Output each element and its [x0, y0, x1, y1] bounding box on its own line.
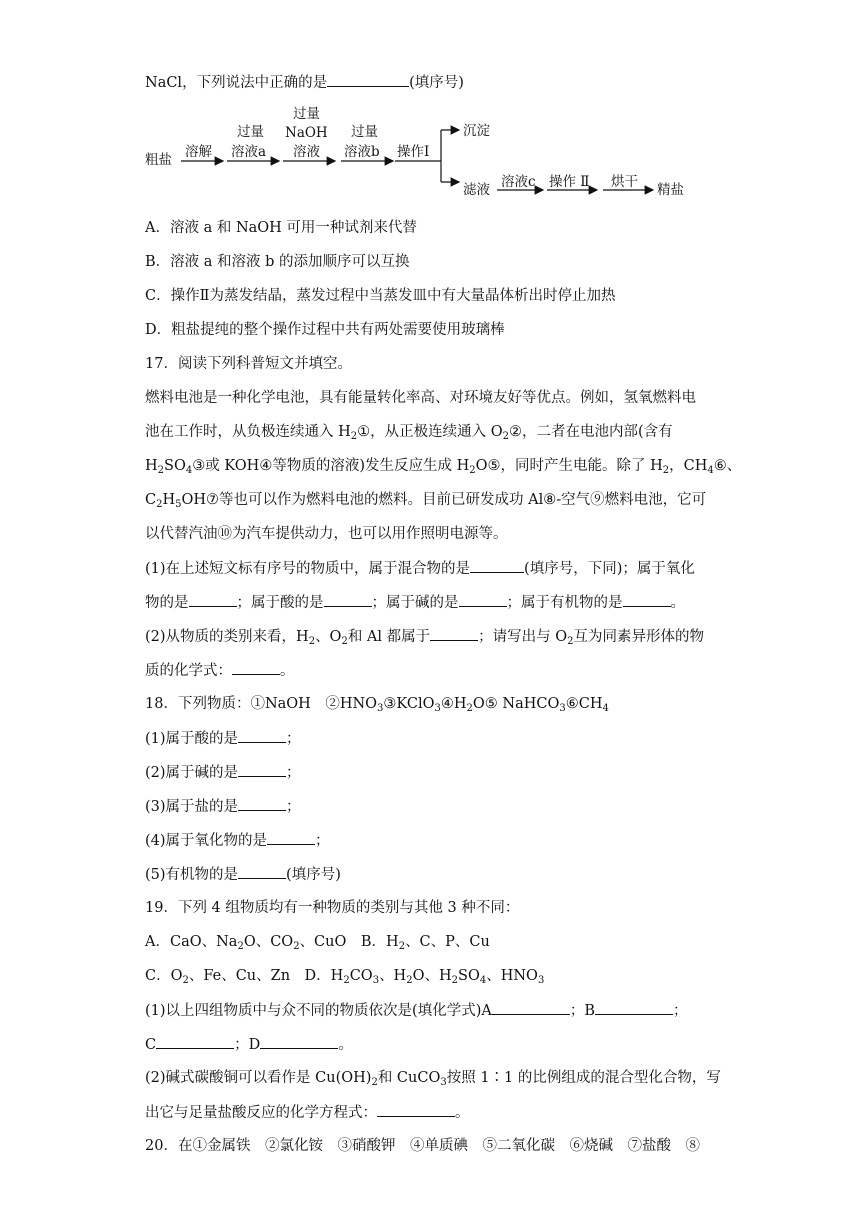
q17-sub1-cont: 物的是 ；属于酸的是 ；属于碱的是 ；属于有机物的是 。: [145, 592, 685, 613]
q16-option-d: D．粗盐提纯的整个操作过程中共有两处需要使用玻璃棒: [145, 322, 505, 338]
answer-blank[interactable]: [324, 592, 372, 607]
answer-blank[interactable]: [238, 796, 286, 811]
flow-step3-top: 过量: [293, 106, 320, 122]
answer-blank[interactable]: [189, 592, 237, 607]
q16-option-b: B．溶液 a 和溶液 b 的添加顺序可以互换: [145, 254, 410, 270]
q19-sub2-cont: 出它与足量盐酸反应的化学方程式： 。: [145, 1102, 470, 1123]
answer-blank[interactable]: [595, 1000, 673, 1015]
answer-blank[interactable]: [260, 1034, 338, 1049]
q19-sub1-cont: C ；D 。: [145, 1034, 353, 1055]
q18-title: 18．下列物质：①NaOH $②HNO_3③KClO_3④H_2O⑤$ $NaHCO_3⑥CH_4$: [145, 696, 609, 714]
flow-end: 精盐: [657, 182, 684, 198]
flow-op2-label: 操作 Ⅱ: [549, 174, 590, 190]
q19-sub1: (1)以上四组物质中与众不同的物质依次是(填化学式)A ；B ；: [145, 1000, 687, 1021]
answer-blank[interactable]: [238, 728, 286, 743]
flow-step2-top: 过量: [237, 124, 264, 140]
flow-step5-label: 溶液c: [501, 174, 536, 190]
flow-lower-out: 滤液: [463, 182, 490, 198]
q16-option-c: C．操作Ⅱ为蒸发结晶，蒸发过程中当蒸发皿中有大量晶体析出时停止加热: [145, 288, 616, 304]
answer-blank[interactable]: [327, 72, 409, 87]
q20-title: 20．在①金属铁 ②氯化铵 ③硝酸钾 ④单质碘 ⑤二氧化碳 ⑥烧碱 ⑦盐酸 ⑧: [145, 1138, 700, 1154]
q17-para-line: 燃料电池是一种化学电池，具有能量转化率高、对环境友好等优点。例如，氢氧燃料电: [145, 390, 696, 406]
q17-para-line: $H_2SO_4③$或 KOH④等物质的溶液)发生反应生成 $H_2O⑤$，同时产生电能。除了 $H_2$，$CH_4⑥$、: [145, 458, 742, 476]
answer-blank[interactable]: [377, 1102, 455, 1117]
answer-blank[interactable]: [267, 830, 315, 845]
purification-flow-diagram: [145, 104, 725, 204]
flow-step2-label: 溶液a: [231, 144, 267, 160]
q18-sub1: (1)属于酸的是 ；: [145, 728, 301, 749]
q17-sub1: (1)在上述短文标有序号的物质中，属于混合物的是 (填序号，下同)；属于氧化: [145, 558, 695, 579]
flow-start: 粗盐: [145, 152, 172, 168]
q19-groups-ab: A．CaO、$Na_2O$、$CO_2$、CuO B．$H_2$、C、P、Cu: [145, 934, 490, 952]
q16-intro: NaCl，下列说法中正确的是 (填序号): [145, 72, 464, 93]
q17-sub2-cont: 质的化学式： 。: [145, 660, 295, 681]
q19-groups-cd: C．$O_2$、Fe、Cu、Zn D．$H_2CO_3$、$H_2O$、$H_2SO_4$、$HNO_3$: [145, 968, 545, 986]
answer-blank[interactable]: [232, 660, 280, 675]
q17-sub2: (2)从物质的类别来看，$H_2$、$O_2$和 Al 都属于 ；请写出与 $O_2$互为同素异形体的物: [145, 626, 704, 647]
flow-step3-mid: NaOH: [285, 125, 328, 141]
q17-title: 17．阅读下列科普短文并填空。: [145, 356, 352, 372]
answer-blank[interactable]: [156, 1034, 234, 1049]
q18-sub5: (5)有机物的是 (填序号): [145, 864, 341, 885]
answer-blank[interactable]: [430, 626, 478, 641]
q18-sub3: (3)属于盐的是 ；: [145, 796, 301, 817]
flow-step1-label: 溶解: [185, 144, 212, 160]
answer-blank[interactable]: [492, 1000, 570, 1015]
answer-blank[interactable]: [623, 592, 671, 607]
answer-blank[interactable]: [459, 592, 507, 607]
q18-sub2: (2)属于碱的是 ；: [145, 762, 301, 783]
q17-para-line: 以代替汽油⑩为汽车提供动力，也可以用作照明电源等。: [145, 526, 508, 542]
flow-step4-top: 过量: [351, 124, 378, 140]
q17-para-line: 池在工作时，从负极连续通入 $H_2①$，从正极连续通入 $O_2②$，二者在电池内部(含有: [145, 424, 673, 442]
flow-step6-label: 烘干: [611, 174, 638, 190]
answer-blank[interactable]: [238, 864, 286, 879]
answer-blank[interactable]: [470, 558, 524, 573]
q16-option-a: A．溶液 a 和 NaOH 可用一种试剂来代替: [145, 220, 417, 236]
answer-blank[interactable]: [238, 762, 286, 777]
q17-para-line: $C_2H_5OH⑦$等也可以作为燃料电池的燃料。目前已研发成功 Al⑧-空气⑨燃料电池，它可: [145, 492, 707, 510]
flow-step3-label: 溶液: [293, 144, 320, 160]
q19-title: 19．下列 4 组物质均有一种物质的类别与其他 3 种不同：: [145, 900, 520, 916]
flow-upper-out: 沉淀: [463, 123, 490, 139]
q18-sub4: (4)属于氧化物的是 ；: [145, 830, 330, 851]
q19-sub2: (2)碱式碳酸铜可以看作是 $Cu(OH)_2$和 CuCO$_3$按照 1∶1 的比例组成的混合型化合物，写: [145, 1070, 721, 1088]
flow-op1-label: 操作I: [397, 144, 430, 160]
flow-step4-label: 溶液b: [344, 144, 380, 160]
